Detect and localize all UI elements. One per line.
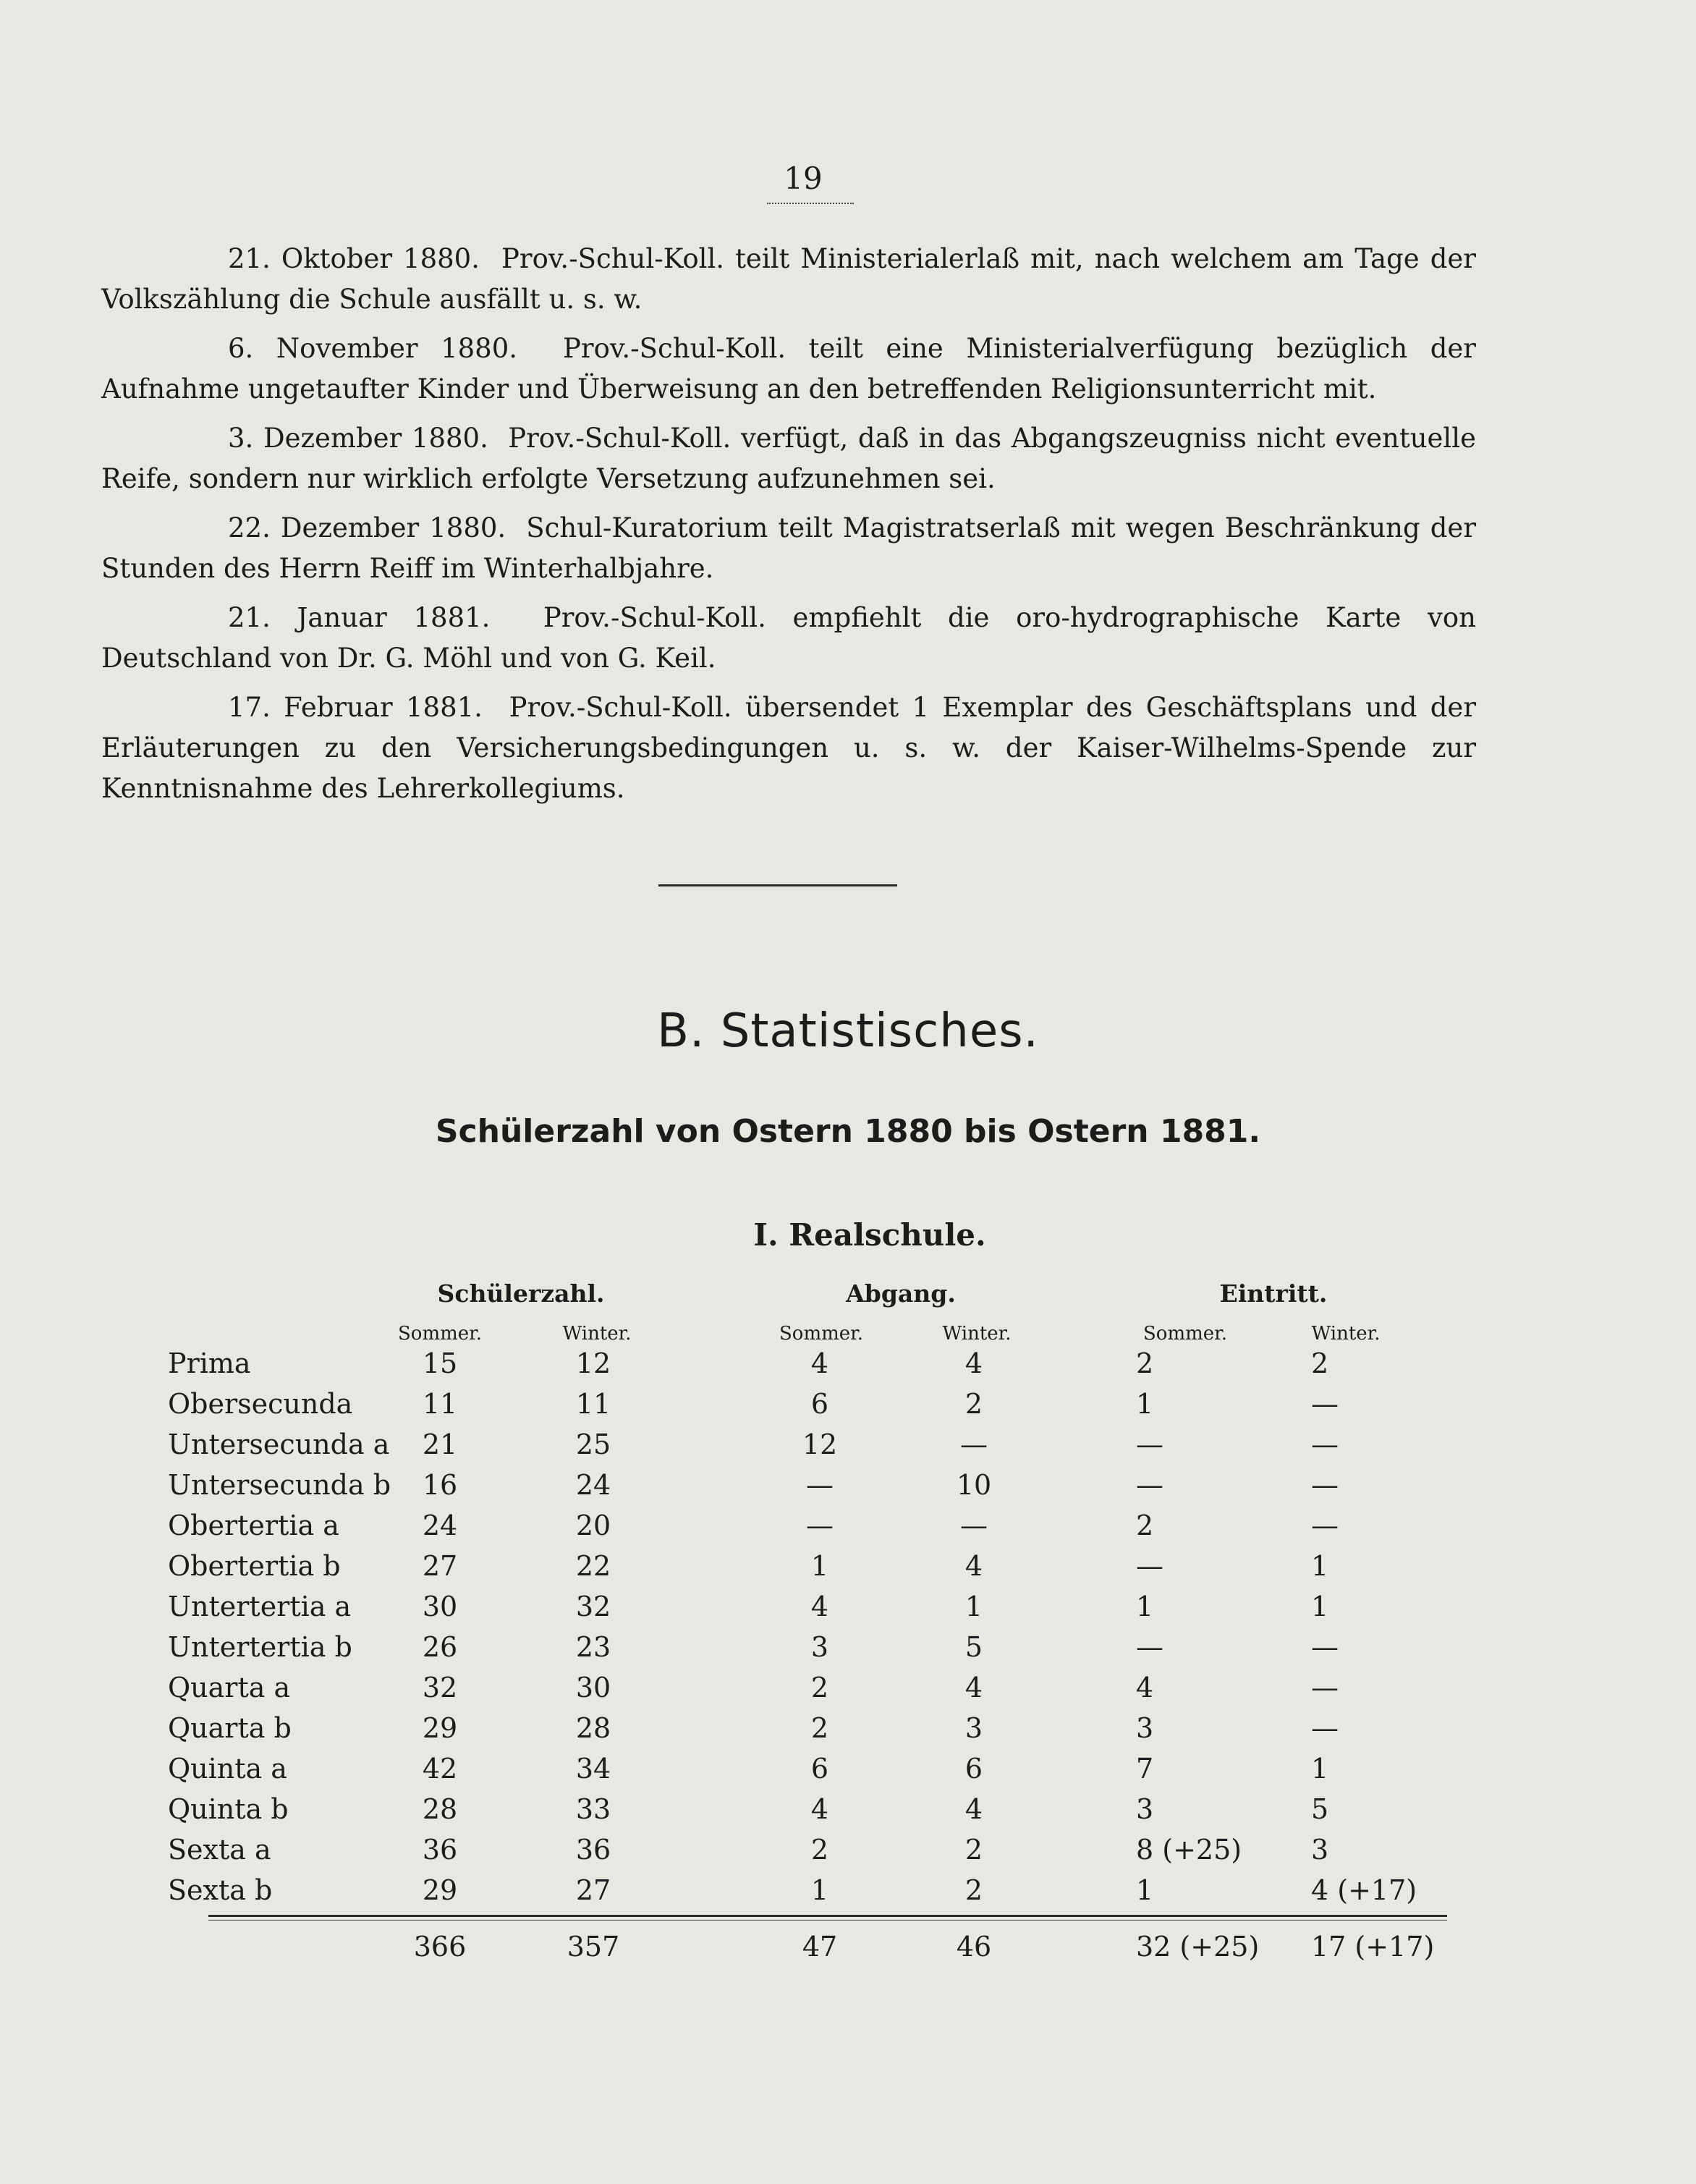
table-row	[0, 1591, 1696, 1631]
entries-winter: —	[1311, 1672, 1339, 1703]
table-row	[0, 1834, 1696, 1874]
entry-text: Prov.-Schul-Koll. empfiehlt die oro-hydrographische Karte von Deutschland von Dr. G. Möhl und von G. Keil.	[101, 602, 1476, 674]
departures-summer: 6	[810, 1753, 829, 1785]
class-name: Obertertia a	[168, 1510, 339, 1541]
class-name: Sexta b	[168, 1874, 273, 1906]
section-divider	[658, 884, 897, 886]
entries-summer: —	[1136, 1631, 1163, 1663]
entries-winter: 5	[1311, 1793, 1329, 1825]
entry-date: 22. Dezember 1880.	[228, 512, 506, 543]
entries-winter: —	[1311, 1712, 1339, 1744]
entry-text: Prov.-Schul-Koll. teilt eine Ministerialverfügung bezüglich der Aufnahme ungetaufter Kinder und Überweisung an den betreffenden Religionsunterricht mit.	[101, 333, 1476, 405]
entry-text: Prov.-Schul-Koll. verfügt, daß in das Abgangszeugniss nicht eventuelle Reife, sondern nur wirklich erfolgte Versetzung aufzunehmen sei.	[101, 423, 1476, 494]
enrollment-winter: 30	[575, 1672, 611, 1703]
departures-summer: 1	[810, 1874, 829, 1906]
class-name: Quinta b	[168, 1793, 289, 1825]
enrollment-winter: 34	[575, 1753, 611, 1785]
entries-winter: —	[1311, 1631, 1339, 1663]
enrollment-summer: 15	[422, 1347, 458, 1379]
entries-summer: 4	[1136, 1672, 1154, 1703]
table-row	[0, 1550, 1696, 1591]
entries-summer: 2	[1136, 1347, 1154, 1379]
enrollment-winter: 12	[575, 1347, 611, 1379]
departures-winter: 10	[956, 1469, 992, 1501]
enrollment-summer: 24	[422, 1510, 458, 1541]
departures-winter: 5	[964, 1631, 983, 1663]
departures-winter: 2	[964, 1388, 983, 1420]
class-name: Quarta b	[168, 1712, 292, 1744]
entries-winter: —	[1311, 1469, 1339, 1501]
table-row	[0, 1753, 1696, 1793]
departures-winter: 6	[964, 1753, 983, 1785]
total-departures-summer: 47	[802, 1931, 838, 1963]
enrollment-summer: 36	[422, 1834, 458, 1866]
departures-winter: 4	[964, 1550, 983, 1582]
class-name: Sexta a	[168, 1834, 271, 1866]
entries-summer: 7	[1136, 1753, 1154, 1785]
class-name: Prima	[168, 1347, 251, 1379]
enrollment-winter: 27	[575, 1874, 611, 1906]
departures-winter: —	[960, 1429, 988, 1460]
enrollment-summer: 27	[422, 1550, 458, 1582]
departures-summer: 2	[810, 1672, 829, 1703]
entry	[101, 239, 1476, 320]
enrollment-winter: 23	[575, 1631, 611, 1663]
departures-summer: 2	[810, 1712, 829, 1744]
departures-summer: 4	[810, 1347, 829, 1379]
section-title: B. Statistisches.	[657, 1004, 1039, 1058]
departures-winter: 4	[964, 1793, 983, 1825]
enrollment-summer: 28	[422, 1793, 458, 1825]
total-enrollment-summer: 366	[413, 1931, 467, 1963]
class-name: Quarta a	[168, 1672, 291, 1703]
departures-summer: —	[806, 1510, 834, 1541]
enrollment-summer: 29	[422, 1874, 458, 1906]
departures-summer: 12	[802, 1429, 838, 1460]
enrollment-summer: 16	[422, 1469, 458, 1501]
departures-summer: 2	[810, 1834, 829, 1866]
entries-winter: 2	[1311, 1347, 1329, 1379]
class-name: Obertertia b	[168, 1550, 341, 1582]
table-row	[0, 1672, 1696, 1712]
entries-winter: 1	[1311, 1753, 1329, 1785]
entry-date: 21. Januar 1881.	[228, 602, 491, 633]
totals-row	[0, 1931, 1696, 1971]
table-row	[0, 1712, 1696, 1753]
correspondence-entries	[101, 239, 1476, 818]
entry	[101, 598, 1476, 679]
enrollment-winter: 32	[575, 1591, 611, 1622]
enrollment-summer: 21	[422, 1429, 458, 1460]
table-row	[0, 1793, 1696, 1834]
enrollment-summer: 30	[422, 1591, 458, 1622]
departures-summer: 3	[810, 1631, 829, 1663]
page-number: 19	[784, 161, 823, 196]
entry	[101, 329, 1476, 410]
table-row	[0, 1874, 1696, 1915]
departures-winter: 3	[964, 1712, 983, 1744]
enrollment-winter: 22	[575, 1550, 611, 1582]
departures-summer: 6	[810, 1388, 829, 1420]
totals-rule	[208, 1915, 1447, 1917]
entries-winter: —	[1311, 1388, 1339, 1420]
entry-text: Schul-Kuratorium teilt Magistratserlaß mit wegen Beschränkung der Stunden des Herrn Reiff im Winterhalbjahre.	[101, 512, 1477, 584]
entry-text: Prov.-Schul-Koll. teilt Ministerialerlaß mit, nach welchem am Tage der Volkszählung die Schule ausfällt u. s. w.	[101, 243, 1476, 315]
table-row	[0, 1631, 1696, 1672]
enrollment-summer: 11	[422, 1388, 458, 1420]
departures-summer: —	[806, 1469, 834, 1501]
departures-summer: 4	[810, 1793, 829, 1825]
subheader-sommer: Sommer.	[398, 1323, 482, 1345]
entries-summer: 8 (+25)	[1136, 1834, 1242, 1866]
entry-text: Prov.-Schul-Koll. übersendet 1 Exemplar des Geschäftsplans und der Erläuterungen zu den Versicherungsbedingungen u. s. w. der Kaiser-Wilhelms-Spende zur Kenntnisnahme des Lehrerkollegiums.	[101, 692, 1477, 804]
enrollment-winter: 11	[575, 1388, 611, 1420]
enrollment-winter: 28	[575, 1712, 611, 1744]
enrollment-winter: 25	[575, 1429, 611, 1460]
subheader-sommer: Sommer.	[1143, 1323, 1227, 1345]
entry-date: 17. Februar 1881.	[228, 692, 483, 723]
entry-date: 3. Dezember 1880.	[228, 423, 488, 454]
table-row	[0, 1510, 1696, 1550]
entry-date: 21. Oktober 1880.	[228, 243, 480, 274]
class-name: Untertertia a	[168, 1591, 352, 1622]
total-entries-winter: 17 (+17)	[1311, 1931, 1435, 1963]
header-abgang: Abgang.	[846, 1279, 956, 1308]
class-name: Untersecunda a	[168, 1429, 390, 1460]
enrollment-summer: 26	[422, 1631, 458, 1663]
entry-date: 6. November 1880.	[228, 333, 518, 364]
enrollment-winter: 33	[575, 1793, 611, 1825]
departures-winter: 2	[964, 1874, 983, 1906]
class-name: Untersecunda b	[168, 1469, 391, 1501]
class-name: Quinta a	[168, 1753, 287, 1785]
departures-winter: 4	[964, 1347, 983, 1379]
entries-winter: —	[1311, 1510, 1339, 1541]
subheader-winter: Winter.	[562, 1323, 632, 1345]
table-row	[0, 1429, 1696, 1469]
enrollment-winter: 20	[575, 1510, 611, 1541]
table-title: Schülerzahl von Ostern 1880 bis Ostern 1881.	[435, 1113, 1261, 1150]
departures-summer: 4	[810, 1591, 829, 1622]
totals-rule	[208, 1920, 1447, 1921]
entry	[101, 687, 1476, 809]
enrollment-winter: 36	[575, 1834, 611, 1866]
entries-summer: 3	[1136, 1793, 1154, 1825]
table-row	[0, 1388, 1696, 1429]
entries-winter: 1	[1311, 1550, 1329, 1582]
subheader-sommer: Sommer.	[779, 1323, 863, 1345]
class-name: Obersecunda	[168, 1388, 353, 1420]
table-row	[0, 1469, 1696, 1510]
page-number-rule	[767, 203, 854, 204]
entries-summer: 3	[1136, 1712, 1154, 1744]
total-departures-winter: 46	[956, 1931, 992, 1963]
header-schuelerzahl: Schülerzahl.	[437, 1279, 605, 1308]
entries-summer: 1	[1136, 1388, 1154, 1420]
entries-winter: 4 (+17)	[1311, 1874, 1417, 1906]
entries-summer: —	[1136, 1469, 1163, 1501]
entry	[101, 418, 1476, 499]
departures-winter: 4	[964, 1672, 983, 1703]
entries-summer: —	[1136, 1550, 1163, 1582]
entries-summer: 1	[1136, 1874, 1154, 1906]
departures-winter: 1	[964, 1591, 983, 1622]
departures-summer: 1	[810, 1550, 829, 1582]
entries-winter: —	[1311, 1429, 1339, 1460]
entries-winter: 3	[1311, 1834, 1329, 1866]
total-entries-summer: 32 (+25)	[1136, 1931, 1260, 1963]
enrollment-summer: 32	[422, 1672, 458, 1703]
entry	[101, 508, 1476, 589]
subsection-title: I. Realschule.	[753, 1217, 986, 1253]
entries-winter: 1	[1311, 1591, 1329, 1622]
enrollment-summer: 42	[422, 1753, 458, 1785]
departures-winter: —	[960, 1510, 988, 1541]
entries-summer: 1	[1136, 1591, 1154, 1622]
departures-winter: 2	[964, 1834, 983, 1866]
header-eintritt: Eintritt.	[1219, 1279, 1328, 1308]
total-enrollment-winter: 357	[567, 1931, 620, 1963]
subheader-winter: Winter.	[942, 1323, 1012, 1345]
class-name: Untertertia b	[168, 1631, 352, 1663]
enrollment-winter: 24	[575, 1469, 611, 1501]
entries-summer: —	[1136, 1429, 1163, 1460]
entries-summer: 2	[1136, 1510, 1154, 1541]
enrollment-summer: 29	[422, 1712, 458, 1744]
subheader-winter: Winter.	[1311, 1323, 1381, 1345]
table-row	[0, 1347, 1696, 1388]
